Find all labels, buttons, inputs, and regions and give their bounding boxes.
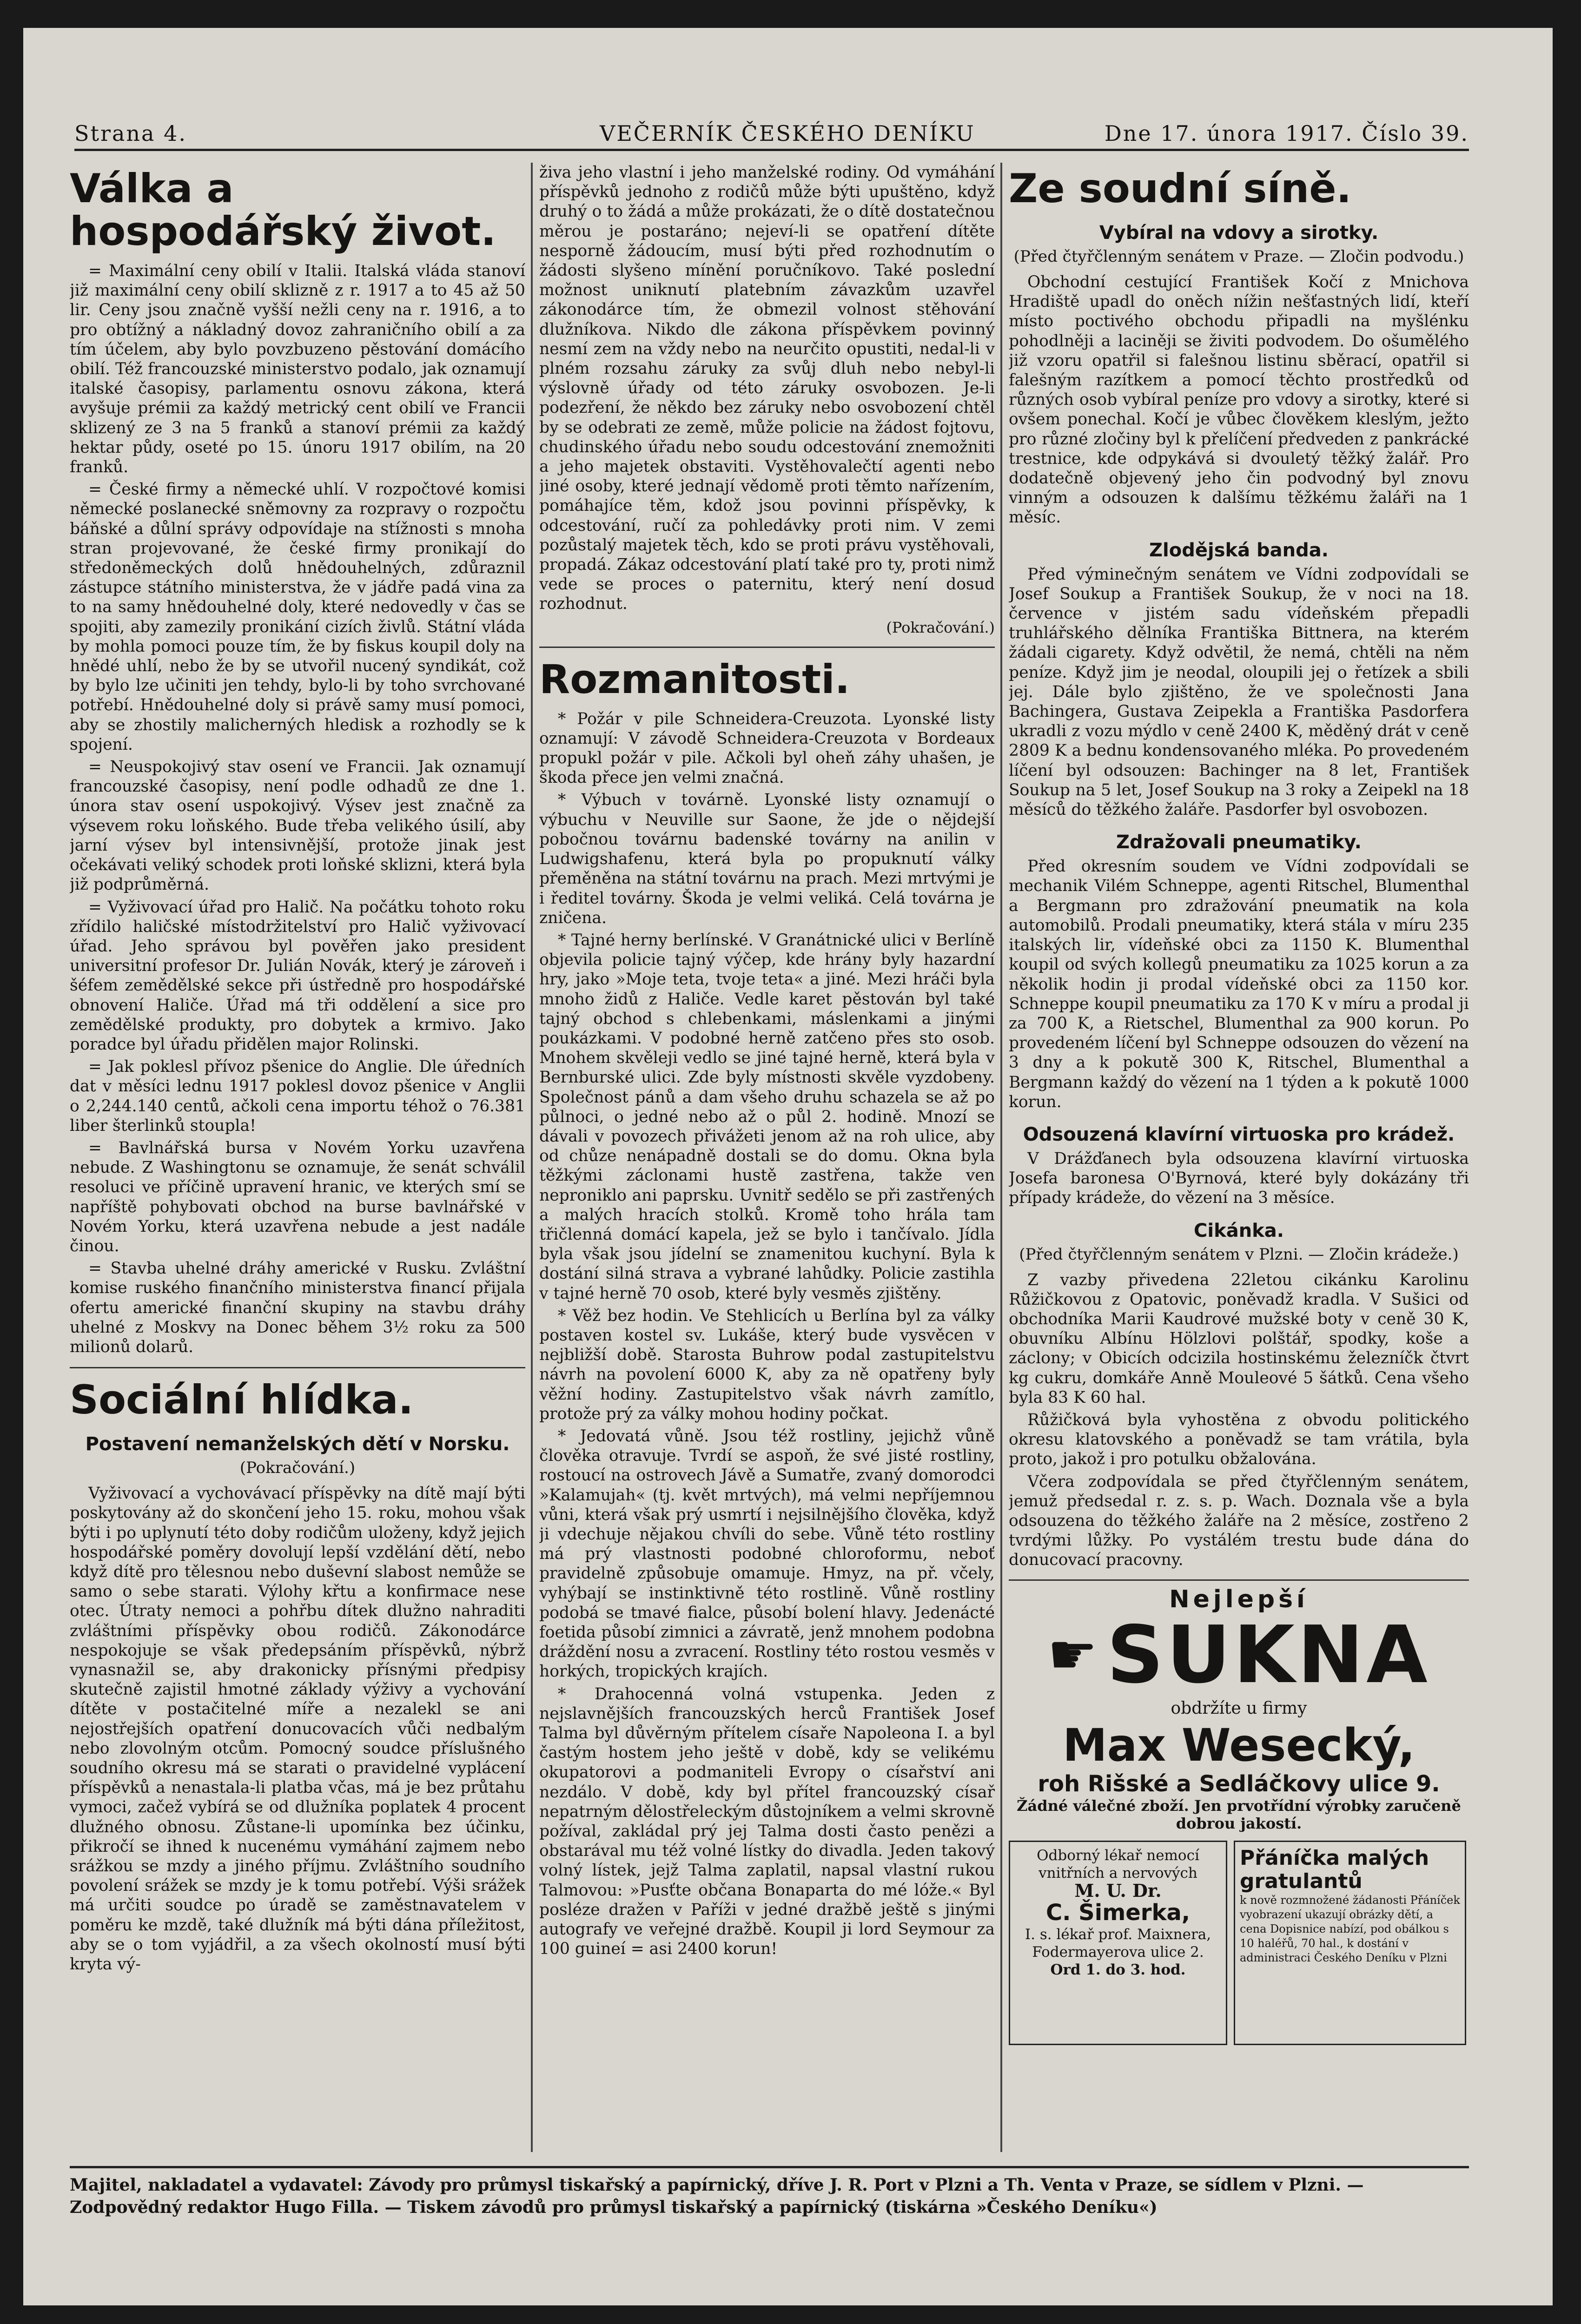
page-header	[74, 121, 1469, 151]
article-paragraph: = Maximální ceny obilí v Italii. Italská vláda stanoví již maximální ceny obilí sklizně z r. 1917 a to 45 až 50 lir. Ceny jsou značně vyšší nežli ceny na r. 1916, a to pro obtížný a nákladný dovoz zahraničního obilí a za tím účelem, aby bylo povzbuzeno pěstování domácího obilí. Též francouzské ministerstvo podalo, jak oznamují italské časopisy, parlamentu osnovu zákona, která avyšuje prémii za každý metrický cent obilí ve Francii sklizený ze 3 na 5 franků a stanoví prémii za každý hektar půdy, oseté po 15. únoru 1917 obilím, na 20 franků.	[70, 262, 525, 477]
article-paragraph: = Neuspokojivý stav osení ve Francii. Jak oznamují francouzské časopisy, není podle odhadů ze dne 1. února stav osení uspokojivý. Výsev jest značně za výsevem roku loňského. Bude třeba velikého úsilí, aby jarní výsev byl intensivnější, protože jinak jest očekávati veliký schodek proti loňské sklizni, která byla již podprůměrná.	[70, 758, 525, 894]
article-paragraph: = Vyživovací úřad pro Halič. Na počátku tohoto roku zřídilo haličské místodržitelství pro Halič vyživovací úřad. Jeho správou byl pověřen jako president universitní profesor Dr. Julián Novák, který je zároveň i šéfem zemědělské sekce při ústředně pro hospodářské obnovení Haliče. Úřad má tři oddělení a sice pro zemědělské produkty, pro dobytek a krmivo. Jako poradce byl úřadu přidělen major Rolinski.	[70, 898, 525, 1054]
column-3	[1009, 163, 1469, 2157]
headline-war-economy: Válka a hospodářský život.	[70, 165, 496, 255]
greeting-cards-ad-box	[1234, 1841, 1466, 2045]
subheadline: Postavení nemanželských dětí v Norsku.	[85, 1433, 510, 1455]
doctor-hours: Ord 1. do 3. hod.	[1050, 1961, 1186, 1978]
subheadline: Odsouzená klavírní virtuoska pro krádež.	[1023, 1123, 1455, 1145]
doctor-ad-box	[1009, 1841, 1227, 2045]
ad-company-name: Max Wesecký,	[1063, 1719, 1415, 1771]
greeting-cards-title: Přáníčka malých gratulantů	[1240, 1846, 1429, 1893]
doctor-address: I. s. lékař prof. Maixnera, Fodermayerova ulice 2.	[1025, 1926, 1211, 1961]
column-divider	[1000, 163, 1002, 2152]
article-paragraph: * Výbuch v továrně. Lyonské listy oznamují o výbuchu v Neuville sur Saone, že jde o nějdejší pobočnou továrnu badenské továrny na anilin v Ludwigshafenu, která byla po propuknutí války přeměněna na státní továrnu na prach. Mezi mrtvými je i ředitel továrny. Škoda je velmi veliká. Celá továrna je zničena.	[539, 791, 995, 927]
page-number: Strana 4.	[74, 121, 187, 146]
masthead: VEČERNÍK ČESKÉHO DENÍKU	[600, 121, 975, 146]
doctor-specialty: Odborný lékař nemocí vnitřních a nervových	[1037, 1847, 1199, 1882]
subheadline: Zlodějská banda.	[1149, 539, 1329, 561]
classified-boxes	[1009, 1841, 1469, 2045]
newspaper-page	[23, 28, 1553, 2305]
subheadline: Zdražovali pneumatiky.	[1116, 832, 1362, 853]
advertisement-cloth	[1009, 1579, 1469, 1832]
article-paragraph: = České firmy a německé uhlí. V rozpočtové komisi německé poslanecké sněmovny za rozpravy o rozpočtu báňské a důlní správy odpovídaje na stížnosti s mnoha stran projevované, že české firmy pronikají do středoněmeckých dolů hnědouhelných, zdůraznil zástupce státního ministerstva, že v jádře padá vina za to na samy hnědouhelné doly, které nedovedly v čas se spojiti, aby zamezily pronikání cizích živlů. Státní vláda by mohla pomoci pouze tím, že by fiskus koupil doly na hnědé uhlí, nebo že by se utvořil nucený syndikát, což by bylo lze učiniti jen tehdy, bylo-li by toho svrchované potřebí. Hnědouhelné doly si právě samy musí pomoci, aby se zhostily malicherných hledisk a rozhodly se k spojení.	[70, 480, 525, 754]
article-paragraph: Před výminečným senátem ve Vídni zodpovídali se Josef Soukup a František Soukup, že v noci na 18. července v jistém sadu vídeňském přepadli truhlářského dělníka Františka Bittnera, na kterém žádali cigarety. Když odvětil, že nemá, chtěli na něm peníze. Když jim je neodal, oloupili jej o řetízek a sbili jej. Dále bylo zjištěno, že ve společnosti Jana Bachingera, Gustava Zeipekla a Františka Pasdorfera ukradli z vozu mýdlo v ceně 2400 K, měděný drát v ceně 2809 K a bednu kondensovaného mléka. Po provedeném líčení byl odsouzen: Bachinger na 8 let, František Soukup na 5 let, Josef Soukup na 3 roky a Zeipekl na 18 měsíců do těžkého žaláře. Pasdorfer byl osvobozen.	[1009, 565, 1469, 819]
imprint-footer: Majitel, nakladatel a vydavatel: Závody pro průmysl tiskařský a papírnický, dříve J. R. Port v Plzni a Th. Venta v Praze, se sídlem v Plzni. — Zodpovědný redaktor Hugo Filla. — Tiskem závodů pro průmysl tiskařský a papírnický (tiskárna »Českého Deníku«)	[70, 2166, 1469, 2218]
headline-social: Sociální hlídka.	[70, 1377, 414, 1424]
ad-middle-line: obdržíte u firmy	[1171, 1698, 1307, 1718]
article-paragraph: * Věž bez hodin. Ve Stehlicích u Berlína byl za války postaven kostel sv. Lukáše, který bude vysvěcen v nejbližší době. Starosta Buhrow podal zastupitelstvu návrh na povolení 6000 K, aby za ně opatřeny byly věžní hodiny. Zastupitelstvo však návrh zamítlo, protože prý za války mohou hodiny počkat.	[539, 1306, 995, 1423]
doctor-name: C. Šimerka,	[1046, 1899, 1190, 1926]
greeting-cards-text: k nově rozmnožené žádanosti Přáníček vyobrazení ukazují obrázky dětí, a cena Dopisnice nabízí, pod obálkou s 10 haléřů, 70 hal., k dostání v administraci Českého Deníku v Plzni	[1240, 1893, 1460, 1964]
headline-miscellany: Rozmanitosti.	[539, 656, 850, 703]
article-paragraph: Obchodní cestující František Kočí z Mnichova Hradiště upadl do oněch nížin nešťastných lidí, kteří místo poctivého obchodu připadli na myšlénku pohodlněji a laciněji se živiti podvodem. Do ošumělého již vzoru opatřil si falešnou listinu sběrací, opatřil si falešným razítkem a pomocí těchto prostředků od různých osob vybíral peníze pro vdovy a sirotky, které si ovšem ponechal. Kočí je vůbec člověkem kleslým, ježto pro různé zločiny byl k přelíčení předveden z pankrácké trestnice, kde odpykává si dvouletý těžký žalář. Pro dodatečně objevený jeho čin podvodný byl znovu vinným a odsouzen k dalšímu těžkému žaláři na 1 měsíc.	[1009, 273, 1469, 527]
article-paragraph: Z vazby přivedena 22letou cikánku Karolinu Růžičkovou z Opatovic, poněvadž kradla. V Sušici od obchodníka Marii Kaudrové mužské boty v ceně 30 K, obuvníku Albínu Hölzlovi polštář, spodky, koše a záclony; v Obicích odcizila hostinskému železníčk čtvrt kg cukru, domkáře Anně Mouleové 5 šátků. Cena všeho byla 83 K 60 hal.	[1009, 1270, 1469, 1407]
ad-address: roh Rišské a Sedláčkovy ulice 9.	[1038, 1770, 1440, 1797]
subheadline: Cikánka.	[1194, 1220, 1284, 1241]
court-note: (Před čtyřčlenným senátem v Praze. — Zločin podvodu.)	[1013, 247, 1464, 266]
continuation-note: (Pokračování.)	[239, 1459, 356, 1478]
article-paragraph: = Jak poklesl přívoz pšenice do Anglie. Dle úředních dat v měsíci lednu 1917 poklesl dovoz pšenice v Anglii o 2,244.140 centů, ačkoli cena importu téhož o 76.381 liber šterlinků stoupla!	[70, 1057, 525, 1135]
column-divider	[531, 163, 533, 2152]
article-paragraph: * Jedovatá vůně. Jsou též rostliny, jejichž vůně člověka otravuje. Tvrdí se aspoň, že své jisté rostliny, rostoucí na ostrovech Jávě a Sumatře, zvaný domorodci »Kalamujah« (tj. květ mrtvých), má velmi nepříjemnou vůni, která však prý usmrtí i nejsilnějšího člověka, když ji vdechuje nějakou chvíli do sebe. Vůně této rostliny má prý vlastnosti podobné chloroformu, neboť pravidelně způsobuje omamuje. Hmyz, na př. včely, vyhýbají se instinktivně této rostlině. Vůně rostliny podobá se tmavé fialce, působí bolení hlavy. Jedenácté foetida působí zimnici a závratě, jenž mnohem podobna dráždění nosu a zvracení. Rostliny této rostou vesměs v horkých, tropických krajích.	[539, 1426, 995, 1681]
article-paragraph: Před okresním soudem ve Vídni zodpovídali se mechanik Vilém Schneppe, agenti Ritschel, Blumenthal a Bergmann pro zdražování pneumatik na kola automobilů. Prodali pneumatiky, která stála v míru 235 italských lir, vídeňské obci za 1150 K. Blumenthal koupil od svých kollegů pneumatiku za 1025 korun a za několik hodin ji prodal vídeňské obci za 1150 kor. Schneppe koupil pneumatiku za 170 K v míru a prodal ji za 700 K, a Rietschel, Blumenthal za 900 korun. Po provedeném líčení byl Schneppe odsouzen do vězení na 3 dny a k pokutě 300 K, Ritschel, Blumenthal a Bergmann každý do vězení na 1 týden a k pokutě 1000 korun.	[1009, 857, 1469, 1111]
headline-court: Ze soudní síně.	[1009, 165, 1352, 212]
article-paragraph: Vyživovací a vychovávací příspěvky na dítě mají býti poskytovány až do skončení jeho 15. roku, mohou však býti i po uplynutí této doby rodičům uloženy, když jejich hospodářské poměry dovolují lepší vzdělání dětí, nebo když dítě pro tělesnou nebo duševní slabost nemůže se samo o sebe starati. Výlohy křtu a konfirmace nese otec. Útraty nemoci a pohřbu dítek dlužno nahraditi zvláštními příspěvky obou rodičů. Zákonodárce nespokojuje se však předepsáním příspěvků, nýbrž vynasnažil se, aby drakonicky přísnými předpisy skutečně zajistil hmotné základy výživy a vychování dítěte v postačitelné míře a nezalekl se ani nejostřejších opatření donucovacích vůči nedbalým nebo zlovolným otcům. Pomocný soudce příslušného soudního okresu má se starati o pravidelné vyplácení příspěvků a nenastala-li platba včas, má je bez průtahu vymoci, začež vybírá se od dlužníka poplatek 4 procent dlužného obnosu. Zůstane-li upomínka bez účinku, přikročí se ihned k nucenému vymáhání zajmem nebo srážkou se mzdy a jiného příjmu. Zvláštního soudního povolení srážek se mzdy je k tomu potřebí. Výši srážek má určiti soudce po úradě se zaměstnavatelem v poměru ke mzdě, také dlužník má býti dána příležitost, aby se o tom vyjádřil, a za všech okolností musí býti kryta vý-	[70, 1484, 525, 1974]
doctor-title: M. U. Dr.	[1074, 1880, 1162, 1901]
ad-tagline: Žádné válečné zboží. Jen prvotřídní výrobky zaručeně dobrou jakostí.	[1017, 1796, 1461, 1832]
ad-top-line: Nejlepší	[1169, 1585, 1309, 1613]
pointing-hand-icon: ☛	[1047, 1622, 1098, 1687]
ad-main-word: SUKNA	[1106, 1609, 1430, 1701]
article-paragraph: * Tajné herny berlínské. V Granátnické ulici v Berlíně objevila policie tajný výčep, kde hrány byly hazardní hry, jako »Moje teta, tvoje teta« a jiné. Mezi hráči byla mnoho židů z Haliče. Vedle karet pěstován byl také tajný obchod s chlebenkami, máslenkami a jinými poukázkami. V podobné herně zatčeno přes sto osob. Mnohem skvěleji vedlo se jiné tajné herně, která byla v Bernburské ulici. Zde byly místnosti skvěle vyzdobeny. Společnost pánů a dam všeho druhu schazela se až po půlnoci, o jedné nebo až o půl 2. hodině. Mnozí se dávali v povozech přivážeti jenom až na roh ulice, aby od chůze nenápadně dostali se do domu. Okna byla těžkými záclonami hustě zastřena, takže ven neproniklo ani paprsku. Uvnitř sedělo se při zastřených a malých hracích stolků. Kromě toho hrála tam třičlenná domácí kapela, jež se bylo i tančívalo. Jídla byla však jsou jídelní se znamenitou kuchyní. Byla k dostání silná strava a vybrané lahůdky. Policie zastihla v tajné herně 70 osob, které byly vesměs zjištěny.	[539, 931, 995, 1303]
article-paragraph: živa jeho vlastní i jeho manželské rodiny. Od vymáhání příspěvků jednoho z rodičů může býti upuštěno, když druhý o to žádá a může prokázati, že o dítě dostatečnou měrou je postaráno; nejeví-li se opatření dítěte nesporně žádoucím, musí býti před rozhodnutím o žádosti slyšeno mínění poručníkovo. Také poslední možnost uniknutí platebním závazkům uzavřel zákonodárce tím, že obmezil volnost stěhování dlužníkova. Nikdo dle zákona příspěvkem povinný nesmí zem na vždy nebo na neurčito opustiti, nedal-li v plném rozsahu záruky za svůj dluh nebo nebyl-li výslovně úřady od této záruky osvobozen. Je-li podezření, že někdo bez záruky nebo osvobození chtěl by se odebrati ze země, může policie na žádost fojtovu, chudinského úřadu nebo soudu odcestování znemožniti a jeho majetek obstaviti. Vystěhovalečtí agenti nebo jiné osoby, které jednají vědomě proti těmto nařízením, pomáhajíce těm, kdož jsou povinni příspěvky, k odcestování, ručí za pohledávky proti nim. V zemi pozůstalý majetek těch, kdo se proti právu vystěhovali, propadá. Zákaz odcestování platí také pro ty, proti nimž vede se proces o paternitu, který není dosud rozhodnut.	[539, 163, 995, 614]
section-rule	[70, 1367, 525, 1368]
article-paragraph: = Stavba uhelné dráhy americké v Rusku. Zvláštní komise ruského finančního ministerstva financí přijala ofertu americké finanční skupiny na stavbu dráhy uhelné z Moskvy na Donec během 3½ roku za 500 milionů dolarů.	[70, 1259, 525, 1356]
continuation-note: (Pokračování.)	[886, 618, 995, 636]
article-paragraph: V Drážďanech byla odsouzena klavírní virtuoska Josefa baronesa O'Byrnová, které byly dokázány tři případy krádeže, do vězení na 3 měsíce.	[1009, 1149, 1469, 1208]
court-note: (Před čtyřčlenným senátem v Plzni. — Zločin krádeže.)	[1019, 1245, 1459, 1264]
article-paragraph: = Bavlnářská bursa v Novém Yorku uzavřena nebude. Z Washingtonu se oznamuje, že senát schválil resoluci ve příčině upravení hranic, ve kterých smí se napříště pohybovati obchod na burse bavlnářské v Novém Yorku, která uzavřena nebude a jest nadále činou.	[70, 1138, 525, 1255]
issue-date: Dne 17. února 1917. Číslo 39.	[1104, 121, 1469, 146]
article-paragraph: * Drahocenná volná vstupenka. Jeden z nejslavnějších francouzských herců František Josef Talma byl důvěrným přítelem císaře Napoleona I. a byl častým hostem jeho ještě v době, kdy se velikému okupatorovi a podmaniteli Evropy o císařství ani nezdálo. V době, kdy byl přítel francouzský císař nepatrným dělostřeleckým důstojníkem a velmi skrovně požíval, zakládal prý jej Talma dosti často penězi a obstarával mu též volné lístky do divadla. Jeden takový volný lístek, jejž Talma zaplatil, napsal vlastní rukou Talmovou: »Pusťte občana Bonaparta do mé lóže.« Byl posléze dražen v Paříži v jedné dražbě ještě s jinými autografy ve veřejné dražbě. Koupil ji lord Seymour za 100 guineí = asi 2400 korun!	[539, 1684, 995, 1959]
column-1	[70, 163, 525, 2157]
subheadline: Vybíral na vdovy a sirotky.	[1099, 222, 1379, 244]
column-2	[539, 163, 995, 2157]
section-rule	[539, 647, 995, 648]
article-paragraph: * Požár v pile Schneidera-Creuzota. Lyonské listy oznamují: V závodě Schneidera-Creuzota v Bordeaux propukl požár v pile. Ačkoli byl oheň záhy uhašen, je škoda přece jen velmi značná.	[539, 709, 995, 787]
article-paragraph: Včera zodpovídala se před čtyřčlenným senátem, jemuž předsedal r. z. s. p. Wach. Doznala vše a byla odsouzena do těžkého žaláře na 2 měsíce, zostřeno 2 tvrdými lůžky. Po vystálém trestu bude dána do donucovací pracovny.	[1009, 1472, 1469, 1570]
article-paragraph: Růžičková byla vyhostěna z obvodu politického okresu klatovského a poněvadž se tam vrátila, byla proto, jakož i pro potulku obžalována.	[1009, 1410, 1469, 1469]
